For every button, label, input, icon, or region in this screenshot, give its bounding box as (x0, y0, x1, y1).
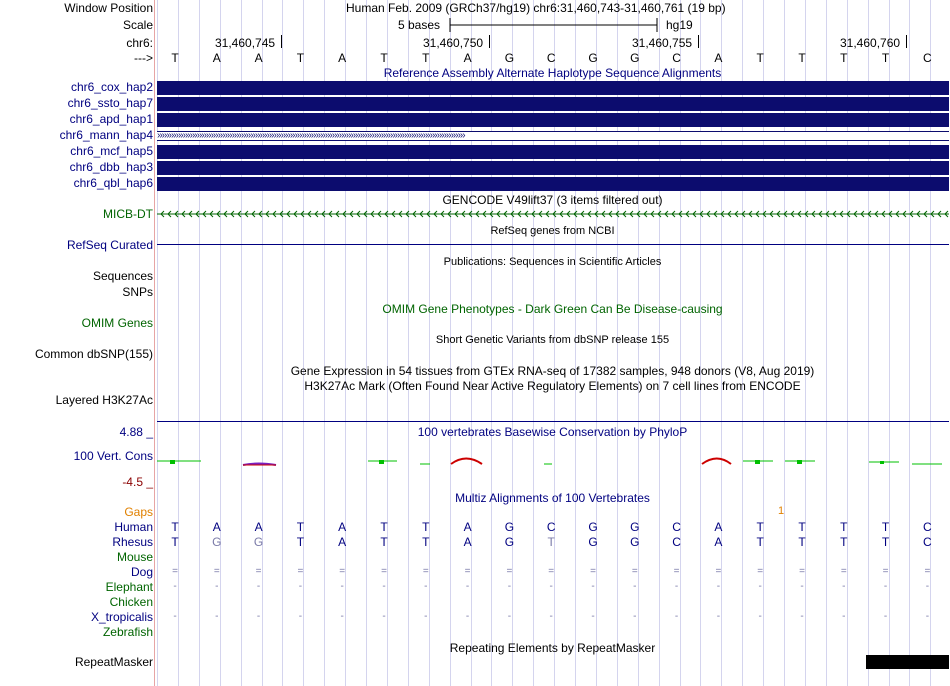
species-label-rhesus[interactable]: Rhesus (112, 535, 153, 549)
aligned-base: - (925, 611, 930, 622)
aligned-base: - (842, 581, 846, 592)
aligned-base: C (923, 535, 932, 549)
gaps-label[interactable]: Gaps (124, 505, 153, 519)
reference-base: T (296, 51, 305, 65)
aligned-base: = (924, 566, 931, 577)
dbsnp-label[interactable]: Common dbSNP(155) (34, 347, 153, 361)
reference-base: A (714, 51, 723, 65)
aligned-base: G (588, 535, 598, 549)
h3k27ac-track-title[interactable]: H3K27Ac Mark (Often Found Near Active Regulatory Elements) on 7 cell lines from ENCODE (304, 379, 801, 393)
aligned-base: A (254, 520, 263, 534)
publications-track-title[interactable]: Publications: Sequences in Scientific Articles (443, 256, 662, 268)
reference-base: C (923, 51, 932, 65)
phylop-track-label[interactable]: 100 Vert. Cons (73, 449, 153, 463)
reference-base: T (881, 51, 890, 65)
reference-base: T (171, 51, 179, 65)
aligned-base: - (424, 611, 428, 622)
coordinate-tick (281, 35, 282, 48)
aligned-base: - (256, 611, 261, 622)
coordinate-tick-label: 31,460,750 (423, 36, 484, 50)
publications-sequences-label[interactable]: Sequences (92, 269, 153, 283)
aligned-base: - (925, 581, 930, 592)
aligned-base: T (798, 535, 806, 549)
aligned-base: = (631, 566, 638, 577)
strand-label: ---> (134, 51, 153, 65)
aligned-base: - (633, 611, 637, 622)
hap-label-chr6_apd_hap1[interactable]: chr6_apd_hap1 (69, 112, 153, 126)
coordinate-tick-label: 31,460,760 (840, 36, 901, 50)
aligned-base: - (507, 581, 512, 592)
refseq-gene-line[interactable] (157, 244, 949, 245)
aligned-base: T (756, 520, 764, 534)
reference-base: C (672, 51, 681, 65)
hap-label-chr6_mann_hap4[interactable]: chr6_mann_hap4 (59, 128, 153, 142)
aligned-base: - (298, 611, 303, 622)
aligned-base: = (715, 566, 722, 577)
hap-alignment-block[interactable] (157, 97, 949, 111)
aligned-base: G (212, 535, 222, 549)
aligned-base: T (380, 520, 388, 534)
aligned-base: A (338, 535, 347, 549)
aligned-base: A (463, 520, 472, 534)
aligned-base: - (215, 581, 219, 592)
aligned-base: = (422, 566, 429, 577)
omim-genes-label[interactable]: OMIM Genes (81, 316, 153, 330)
aligned-base: T (296, 535, 305, 549)
coordinate-tick (906, 35, 907, 48)
aligned-base: - (549, 611, 553, 622)
aligned-base: = (213, 566, 220, 577)
gencode-track-title[interactable]: GENCODE V49lift37 (3 items filtered out) (442, 193, 663, 207)
aligned-base: A (212, 520, 221, 534)
hap-label-chr6_mcf_hap5[interactable]: chr6_mcf_hap5 (70, 144, 153, 158)
refseq-curated-label[interactable]: RefSeq Curated (66, 238, 153, 252)
multiz-track-title[interactable]: Multiz Alignments of 100 Vertebrates (455, 491, 650, 505)
aligned-base: T (171, 520, 179, 534)
assembly-label: hg19 (666, 18, 693, 32)
hap-alignment-block[interactable]: ›››››››››››››››››››››››››››››››››››››››››››››››››››››››››››››››››››››››››››››››››››››››››››››››››››››››››››››››››››››››››››››››››››› (157, 131, 949, 141)
aligned-base: T (798, 520, 806, 534)
refseq-track-title[interactable]: RefSeq genes from NCBI (490, 225, 615, 237)
repeat-element-block[interactable] (866, 655, 949, 669)
aligned-base: - (424, 581, 428, 592)
aligned-base: - (883, 581, 888, 592)
omim-track-title[interactable]: OMIM Gene Phenotypes - Dark Green Can Be Disease-causing (382, 302, 723, 316)
hap-alignment-block[interactable] (157, 177, 949, 191)
aligned-base: T (881, 520, 890, 534)
aligned-base: = (506, 566, 513, 577)
aligned-base: - (173, 581, 177, 592)
coordinate-tick (489, 35, 490, 48)
aligned-base: G (630, 520, 640, 534)
h3k27ac-label[interactable]: Layered H3K27Ac (55, 393, 153, 407)
gtex-track-title[interactable]: Gene Expression in 54 tissues from GTEx RNA-seq of 17382 samples, 948 donors (V8, Aug 2019) (290, 364, 815, 378)
aligned-base: C (546, 520, 556, 534)
aligned-base: = (548, 566, 555, 577)
aligned-base: - (800, 611, 804, 622)
h3k27ac-baseline (157, 421, 949, 422)
aligned-base: G (504, 520, 515, 534)
aligned-base: - (382, 611, 386, 622)
aligned-base: T (171, 535, 179, 549)
aligned-base: A (338, 520, 347, 534)
aligned-base: = (673, 566, 680, 577)
species-label-mouse[interactable]: Mouse (116, 550, 153, 564)
window-position-value: Human Feb. 2009 (GRCh37/hg19) chr6:31,460,743-31,460,761 (19 bp) (346, 1, 726, 15)
coordinate-tick-label: 31,460,755 (632, 36, 693, 50)
phylop-max-label: 4.88 _ (119, 425, 153, 439)
aligned-base: C (672, 520, 681, 534)
reference-base: A (254, 51, 263, 65)
reference-base: A (463, 51, 472, 65)
aligned-base: = (757, 566, 764, 577)
aligned-base: - (256, 581, 261, 592)
reference-base: G (504, 51, 515, 65)
hap-label-chr6_dbb_hap3[interactable]: chr6_dbb_hap3 (69, 160, 153, 174)
aligned-base: = (339, 566, 346, 577)
aligned-base: - (465, 581, 470, 592)
aligned-base: T (881, 535, 890, 549)
repeatmasker-label[interactable]: RepeatMasker (74, 655, 153, 669)
aligned-base: - (340, 611, 344, 622)
aligned-base: C (923, 520, 932, 534)
aligned-base: - (549, 581, 553, 592)
reference-base: T (422, 51, 430, 65)
reference-base: T (756, 51, 764, 65)
reference-base: A (212, 51, 221, 65)
aligned-base: T (547, 535, 555, 549)
publications-snps-label[interactable]: SNPs (122, 285, 153, 299)
hap-label-chr6_qbl_hap6[interactable]: chr6_qbl_hap6 (73, 176, 153, 190)
scale-label: Scale (122, 18, 153, 32)
aligned-base: - (674, 581, 679, 592)
aligned-base: = (464, 566, 471, 577)
aligned-base: - (758, 581, 762, 592)
aligned-base: = (255, 566, 262, 577)
hap-alignment-block[interactable] (157, 113, 949, 127)
species-label-human[interactable]: Human (114, 520, 153, 534)
aligned-base: A (714, 535, 723, 549)
repeatmasker-track-title[interactable]: Repeating Elements by RepeatMasker (449, 641, 656, 655)
species-label-dog[interactable]: Dog (130, 565, 153, 579)
coordinate-tick-label: 31,460,745 (215, 36, 276, 50)
species-label-elephant[interactable]: Elephant (105, 580, 153, 594)
phylop-signal-plot[interactable] (157, 450, 949, 470)
aligned-base: - (674, 611, 679, 622)
reference-base: C (546, 51, 556, 65)
aligned-base: G (253, 535, 264, 549)
reference-base: G (588, 51, 598, 65)
alt-haplotype-track-title[interactable]: Reference Assembly Alternate Haplotype Sequence Alignments (383, 66, 722, 80)
gap-count: 1 (778, 505, 785, 517)
aligned-base: - (173, 611, 177, 622)
hap-alignment-block[interactable] (157, 81, 949, 95)
aligned-base: - (465, 611, 470, 622)
aligned-base: - (382, 581, 386, 592)
aligned-base: - (800, 581, 804, 592)
aligned-base: - (883, 611, 888, 622)
aligned-base: = (799, 566, 805, 577)
species-label-zebrafish[interactable]: Zebrafish (102, 625, 153, 639)
dbsnp-track-title[interactable]: Short Genetic Variants from dbSNP release 155 (435, 334, 670, 346)
scale-value: 5 bases (398, 18, 441, 32)
aligned-base: - (716, 611, 721, 622)
aligned-base: T (756, 535, 764, 549)
species-label-x_tropicalis[interactable]: X_tropicalis (90, 610, 153, 624)
chrom-label: chr6: (126, 36, 153, 50)
aligned-base: T (422, 520, 430, 534)
hap-label-chr6_ssto_hap7[interactable]: chr6_ssto_hap7 (67, 96, 153, 110)
hap-alignment-block[interactable] (157, 161, 949, 175)
aligned-base: G (588, 520, 598, 534)
aligned-base: - (298, 581, 303, 592)
hap-alignment-block[interactable] (157, 145, 949, 159)
aligned-base: - (842, 611, 846, 622)
reference-base: T (380, 51, 388, 65)
coordinate-tick (698, 35, 699, 48)
micb-dt-gene-feature[interactable] (157, 207, 949, 221)
aligned-base: - (591, 581, 595, 592)
reference-base: G (630, 51, 640, 65)
aligned-base: - (591, 611, 595, 622)
aligned-base: C (672, 535, 681, 549)
aligned-base: - (215, 611, 219, 622)
aligned-base: - (758, 611, 762, 622)
phylop-track-title[interactable]: 100 vertebrates Basewise Conservation by PhyloP (417, 425, 688, 439)
aligned-base: A (714, 520, 723, 534)
aligned-base: T (296, 520, 305, 534)
aligned-base: = (590, 566, 596, 577)
reference-base: A (338, 51, 347, 65)
gencode-gene-label[interactable]: MICB-DT (103, 207, 153, 221)
aligned-base: G (630, 535, 640, 549)
reference-base: T (798, 51, 806, 65)
scale-bar (449, 17, 659, 33)
species-label-chicken[interactable]: Chicken (109, 595, 153, 609)
aligned-base: = (840, 566, 847, 577)
aligned-base: T (840, 535, 848, 549)
reference-base: T (840, 51, 848, 65)
aligned-base: = (381, 566, 387, 577)
aligned-base: - (507, 611, 512, 622)
hap-label-chr6_cox_hap2[interactable]: chr6_cox_hap2 (70, 80, 153, 94)
aligned-base: G (504, 535, 515, 549)
aligned-base: A (463, 535, 472, 549)
aligned-base: = (297, 566, 304, 577)
aligned-base: = (172, 566, 178, 577)
aligned-base: T (380, 535, 388, 549)
phylop-min-label: -4.5 _ (122, 475, 153, 489)
aligned-base: T (840, 520, 848, 534)
aligned-base: = (882, 566, 889, 577)
window-position-label: Window Position (64, 1, 153, 15)
aligned-base: - (633, 581, 637, 592)
aligned-base: - (340, 581, 344, 592)
aligned-base: T (422, 535, 430, 549)
aligned-base: - (716, 581, 721, 592)
